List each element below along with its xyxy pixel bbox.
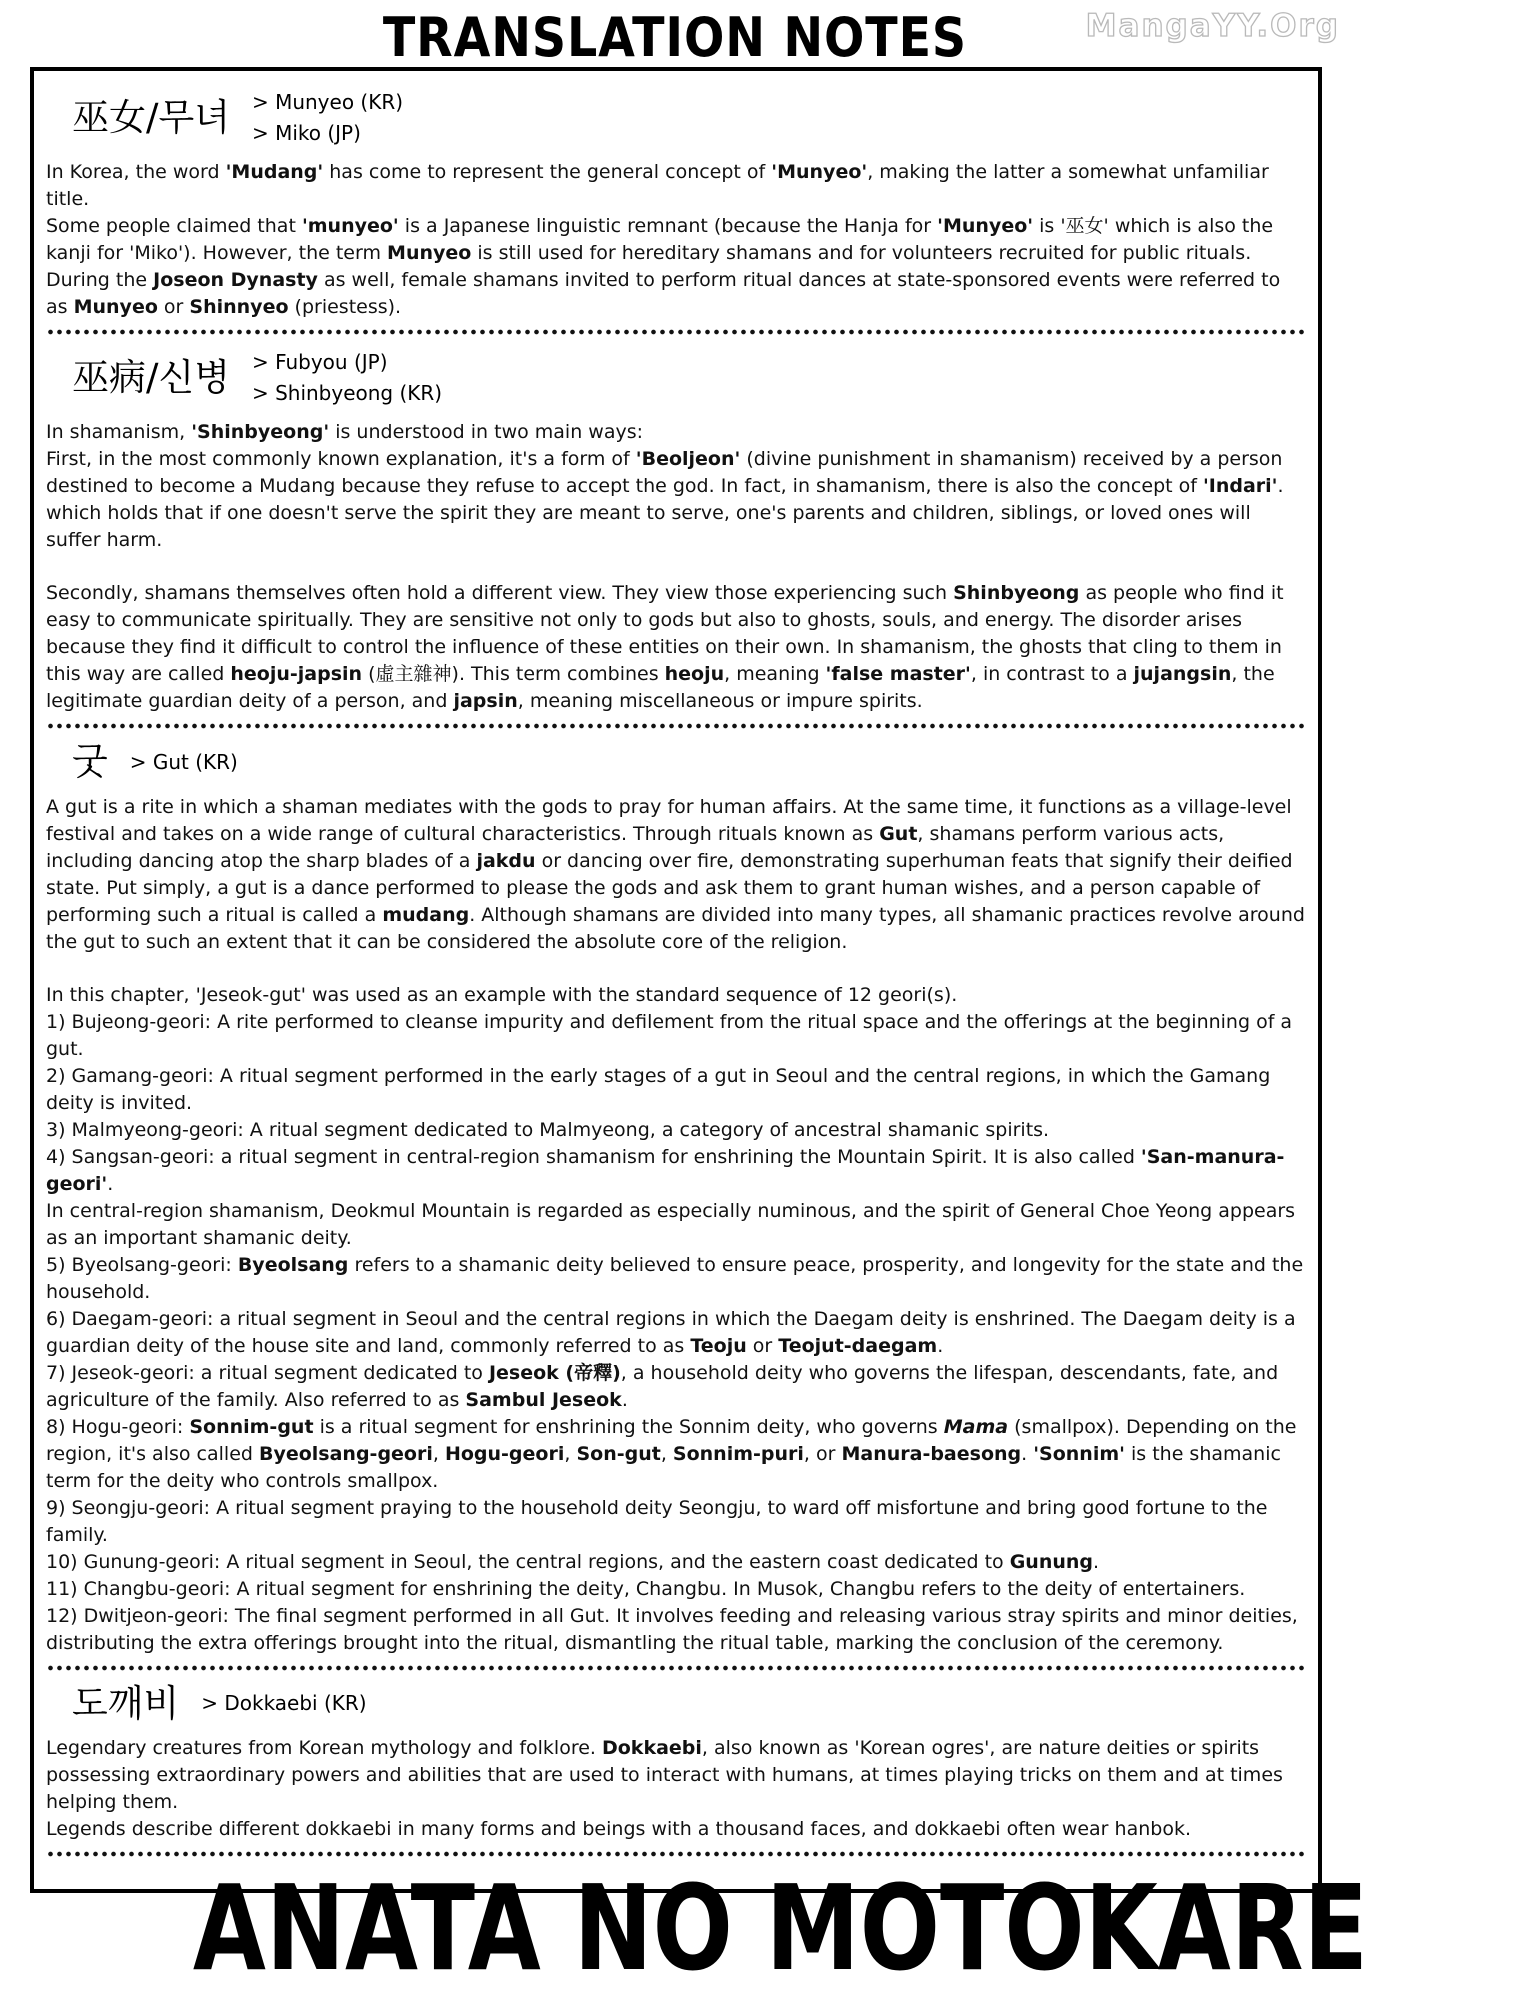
note-section xyxy=(46,87,1306,335)
section-term: 巫女/무녀 xyxy=(72,95,230,139)
section-heading xyxy=(72,741,1306,784)
section-alias: > Gut (KR) xyxy=(129,749,238,774)
note-section xyxy=(46,1683,1306,1858)
note-paragraph: Secondly, shamans themselves often hold a different view. They view those experiencing such Shinbyeong as people who find it easy to communicate spiritually. They are sensitive not only to gods but also to ghosts, souls, and energy. The disorder arises because they find it difficult to control the influence of these entities on their own. In shamanism, the ghosts that cling to them in this way are called heoju-japsin (虛主雜神). This term combines heoju, meaning 'false master', in contrast to a jujangsin, the legitimate guardian deity of a person, and japsin, meaning miscellaneous or impure spirits. xyxy=(46,582,1284,712)
note-paragraph: Legendary creatures from Korean mythology and folklore. Dokkaebi, also known as 'Korean ogres', are nature deities or spirits possessing extraordinary powers and abilities that are used to interact with humans, at times playing tricks on them and at times helping them. Legends describe different dokkaebi in many forms and beings with a thousand faces, and dokkaebi often wear hanbok. xyxy=(46,1737,1283,1841)
dotted-divider xyxy=(46,723,1306,729)
dotted-divider xyxy=(46,1665,1306,1671)
section-alias: > Dokkaebi (KR) xyxy=(201,1691,367,1716)
section-body xyxy=(46,794,1306,1657)
note-paragraph: A gut is a rite in which a shaman mediates with the gods to pray for human affairs. At the same time, it functions as a village-level festival and takes on a wide range of cultural characteristics. Through rituals known as Gut, shamans perform various acts, including dancing atop the sharp blades of a jakdu or dancing over fire, demonstrating superhuman feats that signify their deified state. Put simply, a gut is a dance performed to please the gods and ask them to grant human wishes, and a person capable of performing such a ritual is called a mudang. Although shamans are divided into many types, all shamanic practices revolve around the gut to such an extent that it can be considered the absolute core of the religion. xyxy=(46,795,1305,953)
section-heading xyxy=(72,87,1306,149)
section-alias: > Fubyou (JP) xyxy=(251,350,388,374)
section-alias: > Munyeo (KR) xyxy=(251,90,404,114)
section-body xyxy=(46,419,1306,715)
section-term: 도깨비 xyxy=(72,1681,180,1725)
dotted-divider xyxy=(46,1851,1306,1857)
section-body xyxy=(46,1735,1306,1843)
sections-container xyxy=(46,85,1306,1869)
section-heading xyxy=(72,347,1306,409)
notes-box xyxy=(30,67,1369,1997)
section-alias: > Shinbyeong (KR) xyxy=(251,381,443,405)
section-heading xyxy=(72,1683,1306,1726)
note-section xyxy=(46,741,1306,1671)
section-aliases xyxy=(252,87,403,149)
section-aliases xyxy=(130,747,238,778)
series-title xyxy=(46,1859,1369,1997)
section-aliases xyxy=(201,1688,366,1719)
section-body xyxy=(46,159,1306,321)
section-term: 巫病/신병 xyxy=(72,355,230,399)
section-aliases xyxy=(252,347,442,409)
note-paragraph: In this chapter, 'Jeseok-gut' was used as an example with the standard sequence of 12 geori(s). 1) Bujeong-geori: A rite performed to cleanse impurity and defilement from the ritual space and the offerings at the beginning of a gut. 2) Gamang-geori: A ritual segment performed in the early stages of a gut in Seoul and the central regions, in which the Gamang deity is invited. 3) Malmyeong-geori: A ritual segment dedicated to Malmyeong, a category of ancestral shamanic spirits. 4) Sangsan-geori: a ritual segment in central-region shamanism for enshrining the Mountain Spirit. It is also called 'San-manura-geori'. In central-region shamanism, Deokmul Mountain is regarded as especially numinous, and the spirit of General Choe Yeong appears as an important shamanic deity. 5) Byeolsang-geori: Byeolsang refers to a shamanic deity believed to ensure peace, prosperity, and longevity for the state and the household. 6) Daegam-geori: a ritual segment in Seoul and the central regions in which the Daegam deity is enshrined. The Daegam deity is a guardian deity of the house site and land, commonly referred to as Teoju or Teojut-daegam. 7) Jeseok-geori: a ritual segment dedicated to Jeseok (帝釋), a household deity who governs the lifespan, descendants, fate, and agriculture of the family. Also referred to as Sambul Jeseok. 8) Hogu-geori: Sonnim-gut is a ritual segment for enshrining the Sonnim deity, who governs Mama (smallpox). Depending on the region, it's also called Byeolsang-geori, Hogu-geori, Son-gut, Sonnim-puri, or Manura-baesong. 'Sonnim' is the shamanic term for the deity who controls smallpox. 9) Seongju-geori: A ritual segment praying to the household deity Seongju, to ward off misfortune and bring good fortune to the family. 10) Gunung-geori: A ritual segment in Seoul, the central regions, and the eastern coast dedicated to Gunung. 11) Changbu-geori: A ritual segment for enshrining the deity, Changbu. In Musok, Changbu refers to the deity of entertainers. 12) Dwitjeon-geori: The final segment performed in all Gut. It involves feeding and releasing various stray spirits and minor deities, distributing the extra offerings brought into the ritual, dismantling the ritual table, marking the conclusion of the ceremony. xyxy=(46,983,1304,1654)
dotted-divider xyxy=(46,329,1306,335)
section-alias: > Miko (JP) xyxy=(251,121,361,145)
page-title-text: TRANSLATION NOTES xyxy=(382,6,968,69)
site-watermark: MangaYY.Org xyxy=(1085,8,1340,44)
note-paragraph: In shamanism, 'Shinbyeong' is understood in two main ways: First, in the most commonly known explanation, it's a form of 'Beoljeon' (divine punishment in shamanism) received by a person destined to become a Mudang because they refuse to accept the god. In fact, in shamanism, there is also the concept of 'Indari'. which holds that if one doesn't serve the spirit they are meant to serve, one's parents and children, siblings, or loved ones will suffer harm. xyxy=(46,421,1284,551)
series-title-text: ANATA NO MOTOKARE xyxy=(192,1859,1369,1997)
note-paragraph: In Korea, the word 'Mudang' has come to represent the general concept of 'Munyeo', making the latter a somewhat unfamiliar title. Some people claimed that 'munyeo' is a Japanese linguistic remnant (because the Hanja for 'Munyeo' is '巫女' which is also the kanji for 'Miko'). However, the term Munyeo is still used for hereditary shamans and for volunteers recruited for public rituals. During the Joseon Dynasty as well, female shamans invited to perform ritual dances at state-sponsored events were referred to as Munyeo or Shinnyeo (priestess). xyxy=(46,161,1281,318)
note-section xyxy=(46,347,1306,729)
section-term: 굿 xyxy=(72,740,108,783)
